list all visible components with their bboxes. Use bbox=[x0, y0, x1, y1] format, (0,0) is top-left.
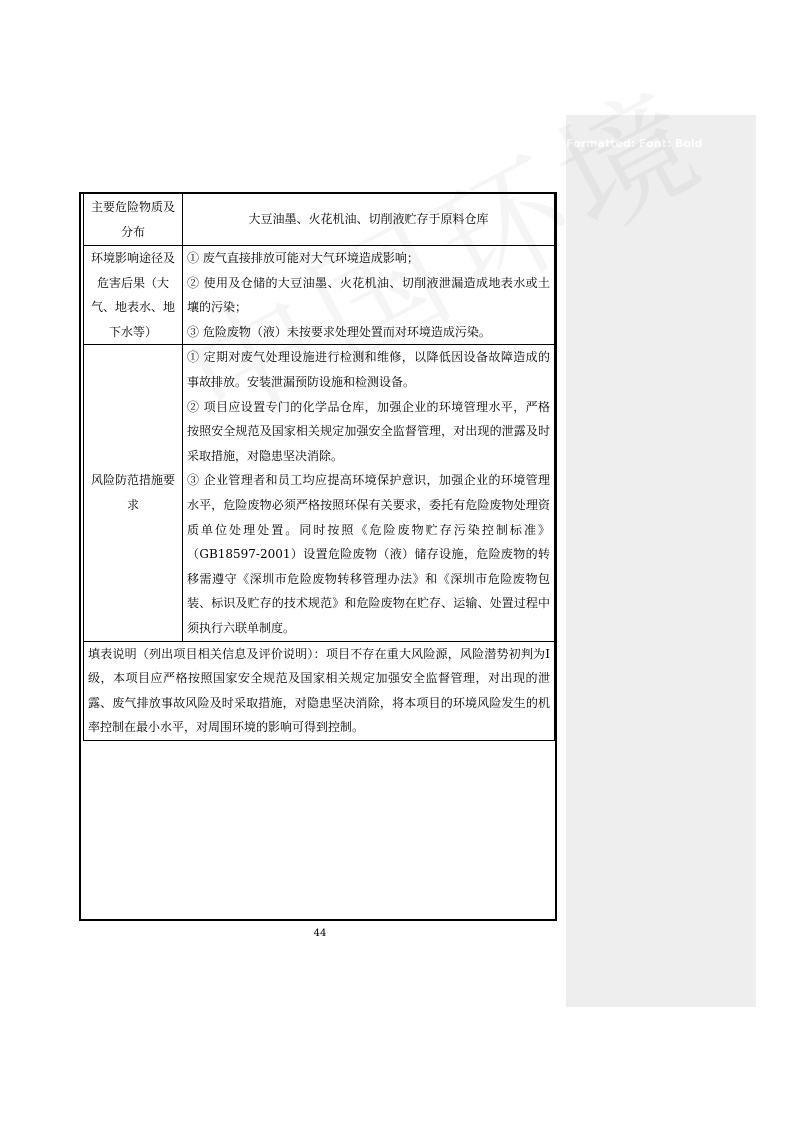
comment-label: Formatted: Font: Bold bbox=[566, 137, 703, 150]
document-frame bbox=[79, 192, 557, 921]
row-content-hazardous-substances bbox=[183, 194, 555, 246]
row-content-prevention-measures bbox=[183, 345, 555, 641]
table-row bbox=[84, 345, 555, 641]
paragraph: 大豆油墨、火花机油、切削液贮存于原料仓库 bbox=[248, 212, 489, 227]
paragraph: ② 使用及仓储的大豆油墨、火花机油、切削液泄漏造成地表水或土壤的污染； bbox=[187, 275, 550, 315]
paragraph: ③ 危险废物（液）未按要求处理处置而对环境造成污染。 bbox=[187, 324, 491, 339]
comment-pane bbox=[566, 115, 756, 1007]
paragraph: ① 废气直接排放可能对大气环境造成影响； bbox=[187, 251, 419, 265]
row-label-impact-pathways: 环境影响途径及危害后果（大气、地表水、地下水等） bbox=[84, 246, 183, 345]
table-row bbox=[84, 194, 555, 246]
table-row bbox=[84, 641, 555, 740]
paragraph: ③ 企业管理者和员工均应提高环境保护意识，加强企业的环境管理水平，危险废物必须严格按照环保有关要求，委托有危险废物处理资质单位处理处置。同时按照《危险废物贮存污染控制标准》（GB18597-2001）设置危险废物（液）储存设施，危险废物的转移需遵守《深圳市危险废物转移管理办法》和《深圳市危险废物包装、标识及贮存的技术规范》和危险废物在贮存、运输、处置过程中须执行六联单制度。 bbox=[187, 473, 550, 635]
paragraph: ① 定期对废气处理设施进行检测和维修，以降低因设备故障造成的事故排放。安装泄漏预防设施和检测设备。 bbox=[187, 350, 550, 389]
fill-instructions-note: 填表说明（列出项目相关信息及评价说明）：项目不存在重大风险源，风险潜势初判为Ⅰ级，本项目应严格按照国家安全规范及国家相关规定加强安全监督管理，对出现的泄露、废气排放事故风险及时采取措施，对隐患坚决消除，将本项目的环境风险发生的机率控制在最小水平，对周围环境的影响可得到控制。 bbox=[84, 641, 555, 740]
risk-table bbox=[83, 193, 555, 741]
paragraph: ② 项目应设置专门的化学品仓库，加强企业的环境管理水平，严格按照安全规范及国家相关规定加强安全监督管理，对出现的泄露及时采取措施，对隐患坚决消除。 bbox=[187, 399, 550, 463]
table-row bbox=[84, 246, 555, 345]
page-number: 44 bbox=[313, 928, 327, 939]
row-label-hazardous-substances: 主要危险物质及分布 bbox=[84, 194, 183, 246]
row-content-impact-pathways bbox=[183, 246, 555, 345]
row-label-prevention-measures: 风险防范措施要求 bbox=[84, 345, 183, 641]
